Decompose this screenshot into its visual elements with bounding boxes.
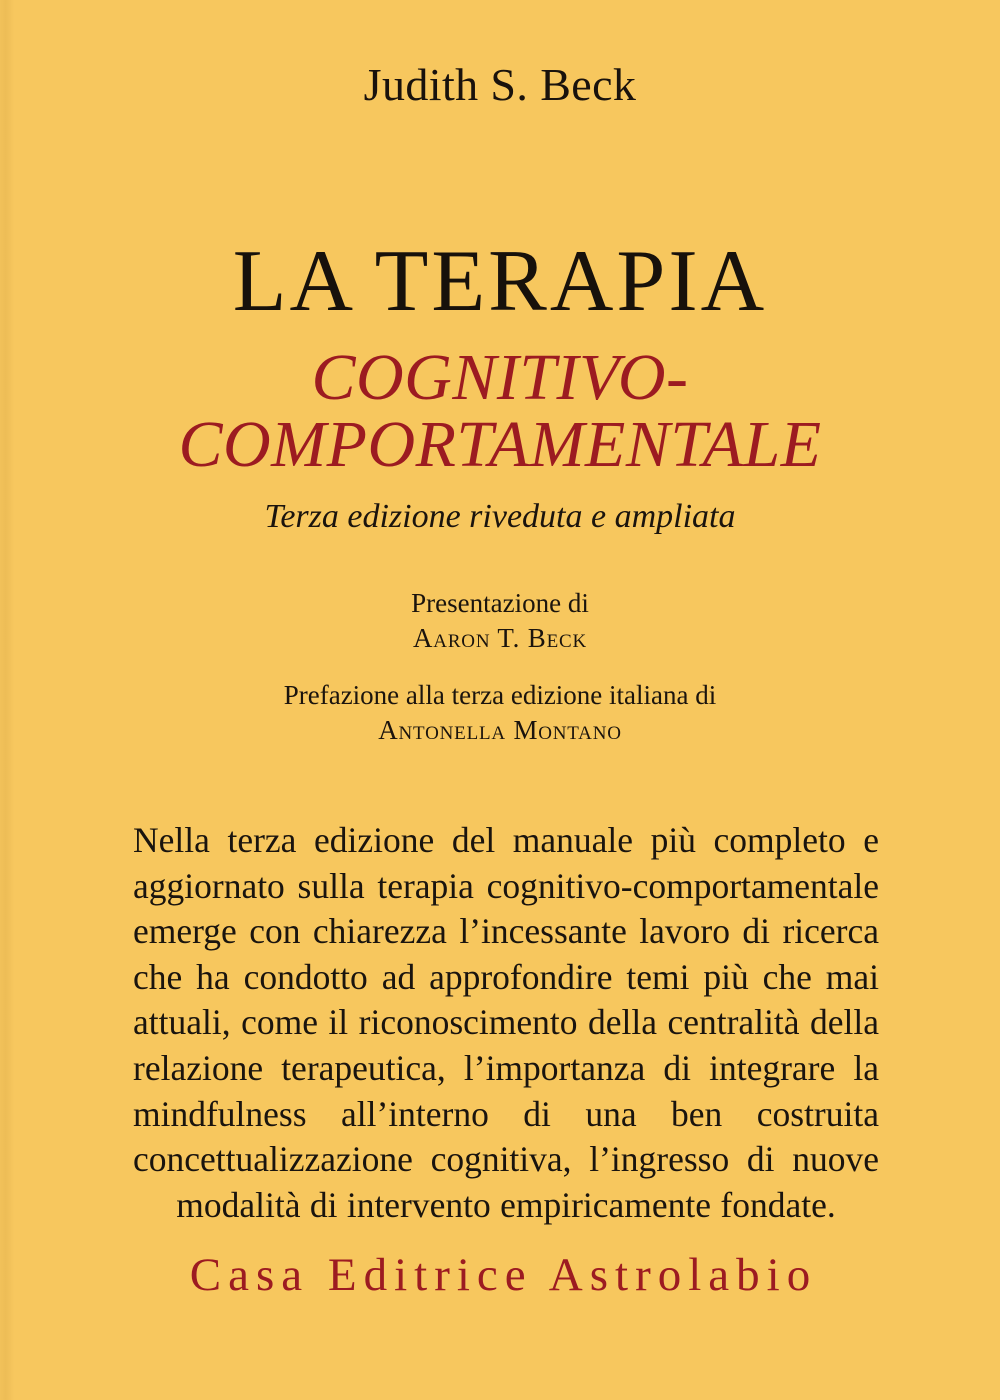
book-title-subtitle bbox=[0, 341, 1000, 482]
preface-label: Prefazione alla terza edizione italiana di bbox=[283, 680, 717, 711]
credits-block bbox=[0, 586, 1000, 748]
edition-statement: Terza edizione riveduta e ampliata bbox=[264, 498, 736, 535]
author-name: Judith S. Beck bbox=[363, 59, 637, 110]
presentation-author: Aaron T. Beck bbox=[413, 623, 587, 654]
presentation-label: Presentazione di bbox=[411, 588, 589, 618]
credits-spacer bbox=[0, 656, 1000, 678]
book-title-subtitle-line-1: COGNITIVO- bbox=[311, 341, 689, 414]
preface-author: Antonella Montano bbox=[378, 715, 622, 746]
back-cover-blurb: Nella terza edizione del manuale più completo e aggiornato sulla terapia cognitivo-comportamentale emerge con chiarezza l’incessante lavoro di ricerca che ha condotto ad approfondire temi più che mai attuali, come il riconoscimento della centralità della relazione terapeutica, l’importanza di integrare la mindfulness all’interno di una ben costruita concettualizzazione cognitiva, l’ingresso di nuove modalità di intervento empiricamente fondate. bbox=[133, 820, 879, 1225]
book-title-main: LA TERAPIA bbox=[232, 233, 768, 330]
book-title-subtitle-line-2: COMPORTAMENTALE bbox=[178, 408, 822, 482]
publisher-name: Casa Editrice Astrolabio bbox=[189, 1249, 818, 1301]
